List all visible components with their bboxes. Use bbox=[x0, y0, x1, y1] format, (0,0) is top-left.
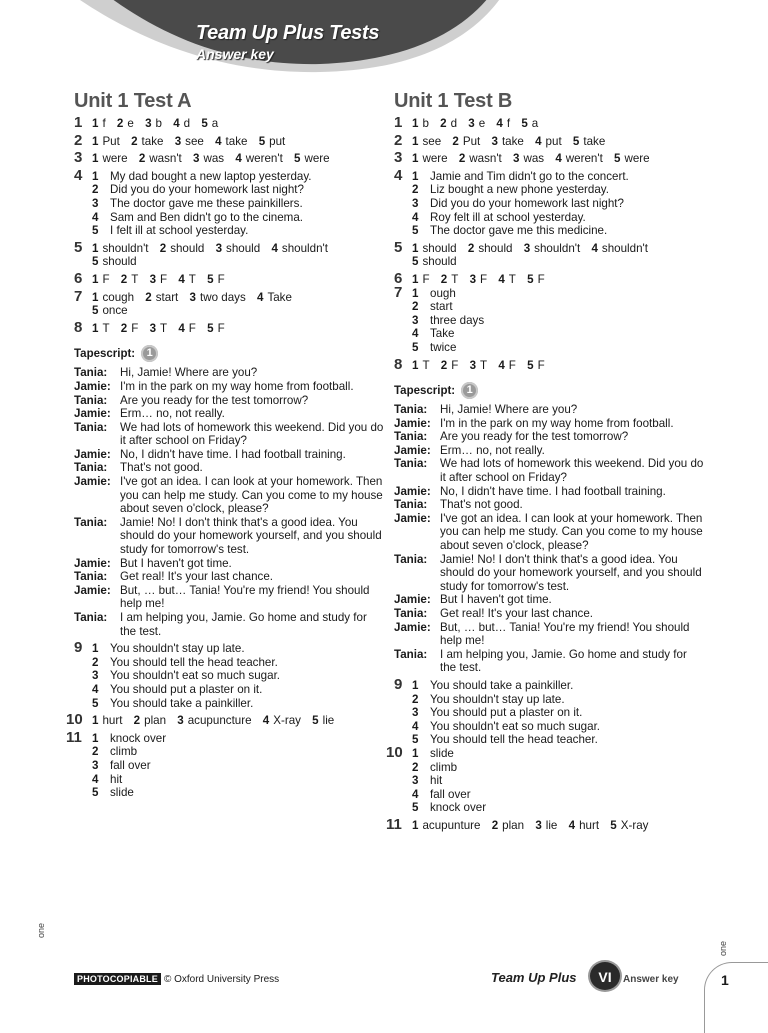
header-title: Team Up Plus Tests bbox=[196, 22, 380, 44]
dialogue-line: Jamie: No, I didn't have time. I had football training. bbox=[394, 484, 666, 498]
dialogue-line: Tania: That's not good. bbox=[394, 498, 523, 512]
question-block: 2 1 see 2 Put 3 take 4 put 5 take bbox=[394, 131, 606, 149]
dialogue-line: Tania: I am helping you, Jamie. Go home and study for the test. bbox=[74, 611, 367, 638]
question-block: 3 1 were 2 wasn't 3 was 4 weren't 5 were bbox=[74, 149, 330, 167]
dialogue-line: Jamie: But I haven't got time. bbox=[74, 556, 232, 570]
question-block: 11 1 acupunture 2 plan 3 lie 4 hurt 5 X-ray bbox=[386, 815, 649, 833]
question-block: 8 1 T 2 F 3 T 4 F 5 F bbox=[394, 355, 545, 373]
dialogue-line: Jamie: But, … but… Tania! You're my friend! You should help me! bbox=[394, 620, 690, 648]
test-a-title: Unit 1 Test A bbox=[74, 90, 192, 112]
question-number: 4 bbox=[394, 166, 403, 184]
dialogue-line: Tania: Are you ready for the test tomorrow? bbox=[74, 393, 309, 407]
question-block: 9 1 You shouldn't stay up late. 2 You should tell the head teacher. 3 You shouldn't eat so much sugar. 4 You should put a plaster on it. 5 You should take a painkiller. bbox=[74, 639, 281, 710]
side-label-right: one bbox=[718, 940, 728, 956]
question-number: 5 bbox=[74, 238, 83, 256]
test-a-column bbox=[66, 90, 384, 800]
question-block: 8 1 T 2 F 3 T 4 F 5 F bbox=[74, 318, 225, 336]
question-block: 5 1 should 2 should 3 shouldn't 4 shouldn't 5 should bbox=[394, 238, 648, 269]
question-block: 7 1 ough 2 start 3 three days 4 Take 5 twice bbox=[394, 283, 485, 354]
question-block: 5 1 shouldn't 2 should 3 should 4 shouldn't 5 should bbox=[74, 238, 328, 269]
question-number: 9 bbox=[394, 675, 403, 693]
dialogue-line: Jamie: I've got an idea. I can look at your homework. Then you can help me study. Can you come to my house about seven o'clock, please? bbox=[394, 511, 703, 553]
question-number: 6 bbox=[74, 269, 83, 287]
header-banner bbox=[80, 0, 520, 100]
test-b-title: Unit 1 Test B bbox=[394, 90, 513, 112]
dialogue-line: Jamie: But I haven't got time. bbox=[394, 593, 552, 607]
dialogue-line: Jamie: I've got an idea. I can look at your homework. Then you can help me study. Can you come to my house about seven o'clock, please? bbox=[74, 475, 383, 516]
question-block: 3 1 were 2 wasn't 3 was 4 weren't 5 were bbox=[394, 149, 650, 167]
question-block: 4 1 My dad bought a new laptop yesterday. 2 Did you do your homework last night? 3 The doctor gave me these painkillers. 4 Sam and Ben didn't go to the cinema. 5 I felt ill at school yesterday. bbox=[74, 166, 312, 238]
question-number: 6 bbox=[394, 269, 403, 287]
tapescript-dialogue bbox=[394, 403, 704, 675]
question-number: 2 bbox=[394, 131, 403, 149]
question-number: 10 bbox=[386, 743, 403, 761]
dialogue-line: Jamie: But, … but… Tania! You're my friend! You should help me! bbox=[74, 583, 370, 611]
question-number: 4 bbox=[74, 166, 83, 184]
question-number: 11 bbox=[66, 728, 82, 746]
footer-copyright bbox=[74, 973, 279, 985]
tapescript-heading: Tapescript: 1 bbox=[394, 382, 704, 399]
question-block: 4 1 Jamie and Tim didn't go to the concert. 2 Liz bought a new phone yesterday. 3 Did you do your homework last night? 4 Roy felt ill at school yesterday. 5 The doctor gave me this medicine. bbox=[394, 166, 629, 238]
dialogue-line: Jamie: I'm in the park on my way home from football. bbox=[74, 379, 354, 393]
dialogue-line: Tania: We had lots of homework this weekend. Did you do it after school on Friday? bbox=[394, 457, 704, 485]
footer-brand: Team Up Plus bbox=[491, 970, 577, 985]
question-block: 2 1 Put 2 take 3 see 4 take 5 put bbox=[74, 131, 286, 149]
dialogue-line: Jamie: I'm in the park on my way home from football. bbox=[394, 416, 674, 430]
level-logo: VI bbox=[590, 962, 620, 990]
question-block: 7 1 cough 2 start 3 two days 4 Take 5 once bbox=[74, 287, 292, 318]
question-number: 11 bbox=[386, 815, 402, 833]
question-block: 11 1 knock over 2 climb 3 fall over 4 hit 5 slide bbox=[66, 728, 167, 800]
question-block: 6 1 F 2 T 3 F 4 T 5 F bbox=[394, 269, 545, 287]
dialogue-line: Jamie: Erm… no, not really. bbox=[74, 407, 225, 421]
photocopiable-badge: PHOTOCOPIABLE bbox=[74, 973, 161, 985]
header-banner-shape bbox=[80, 0, 520, 100]
dialogue-line: Tania: I am helping you, Jamie. Go home and study for the test. bbox=[394, 647, 687, 675]
question-number: 5 bbox=[394, 238, 403, 256]
dialogue-line: Tania: That's not good. bbox=[74, 461, 203, 475]
question-block: 10 1 slide 2 climb 3 hit 4 fall over 5 knock over bbox=[386, 743, 487, 815]
track-number-badge: 1 bbox=[141, 345, 158, 362]
question-number: 10 bbox=[66, 711, 83, 729]
dialogue-line: Tania: We had lots of homework this weekend. Did you do it after school on Friday? bbox=[74, 420, 384, 448]
dialogue-line: Tania: Get real! It's your last chance. bbox=[74, 570, 274, 584]
question-number: 7 bbox=[74, 287, 83, 305]
dialogue-line: Tania: Jamie! No! I don't think that's a good idea. You should do your homework yourself, and you should study for tomorrow's test. bbox=[394, 552, 702, 593]
question-number: 7 bbox=[394, 283, 403, 301]
question-number: 1 bbox=[74, 114, 83, 131]
publisher-text: © Oxford University Press bbox=[163, 973, 280, 985]
page-number: 1 bbox=[721, 972, 729, 988]
question-number: 1 bbox=[394, 114, 403, 131]
question-block: 9 1 You should take a painkiller. 2 You shouldn't stay up late. 3 You should put a plaster on it. 4 You shouldn't eat so much sugar. 5 You should tell the head teacher. bbox=[394, 675, 601, 747]
footer-answer-key: Answer key bbox=[623, 974, 679, 985]
dialogue-line: Jamie: Erm… no, not really. bbox=[394, 443, 545, 457]
side-label-left: one bbox=[36, 922, 46, 938]
question-number: 8 bbox=[394, 355, 403, 373]
tapescript-dialogue bbox=[74, 366, 384, 638]
test-b-column bbox=[386, 90, 704, 833]
dialogue-line: Tania: Hi, Jamie! Where are you? bbox=[394, 403, 578, 417]
question-block: 10 1 hurt 2 plan 3 acupuncture 4 X-ray 5 lie bbox=[66, 711, 335, 729]
question-block: 1 1 b 2 d 3 e 4 f 5 a bbox=[394, 114, 539, 131]
dialogue-line: Jamie: No, I didn't have time. I had football training. bbox=[74, 447, 346, 461]
question-number: 3 bbox=[394, 149, 403, 167]
dialogue-line: Tania: Jamie! No! I don't think that's a good idea. You should do your homework yourself, and you should study for tomorrow's test. bbox=[74, 515, 382, 557]
question-block: 1 1 f 2 e 3 b 4 d 5 a bbox=[74, 114, 219, 131]
tapescript-heading: Tapescript: 1 bbox=[74, 345, 384, 362]
question-number: 8 bbox=[74, 318, 83, 336]
question-number: 9 bbox=[74, 639, 83, 657]
question-block: 6 1 F 2 T 3 F 4 T 5 F bbox=[74, 269, 225, 287]
page-number-tab bbox=[704, 962, 768, 1033]
dialogue-line: Tania: Hi, Jamie! Where are you? bbox=[74, 366, 258, 380]
header-subtitle: Answer key bbox=[196, 46, 274, 62]
question-number: 2 bbox=[74, 131, 83, 149]
track-number-badge: 1 bbox=[461, 382, 478, 399]
question-number: 3 bbox=[74, 149, 83, 167]
dialogue-line: Tania: Are you ready for the test tomorrow? bbox=[394, 430, 629, 444]
dialogue-line: Tania: Get real! It's your last chance. bbox=[394, 607, 594, 620]
